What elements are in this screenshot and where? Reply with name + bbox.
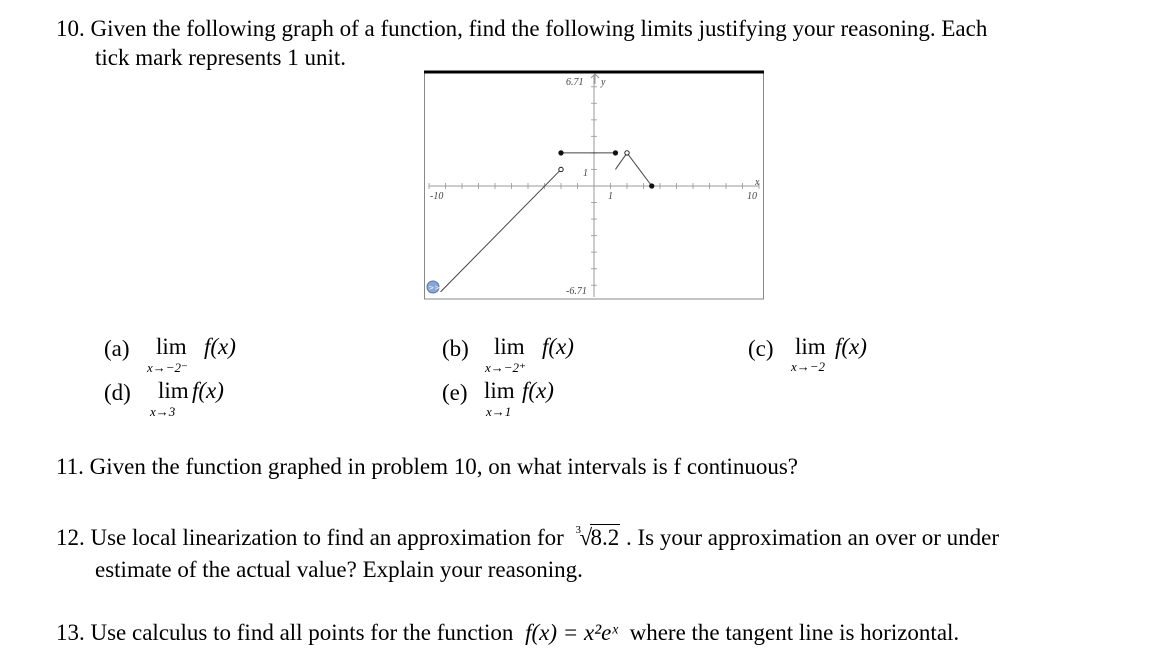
open-point — [625, 151, 629, 155]
q13-line — [56, 618, 959, 647]
ymin-label: -6.71 — [566, 286, 587, 297]
closed-point — [650, 184, 654, 188]
part-b-subscript: x→−2⁺ — [485, 360, 526, 375]
q12-post: . Is your approximation an over or under — [626, 525, 1000, 550]
expand-icon-text: >> — [428, 284, 441, 292]
root-index: 3 — [575, 524, 582, 536]
graph-canvas — [424, 70, 764, 300]
part-e-label: (e) — [442, 380, 468, 405]
part-c-subscript: x→−2 — [791, 359, 826, 374]
ymax-label: 6.71 — [566, 77, 584, 88]
q12-line2: estimate of the actual value? Explain your reasoning. — [95, 557, 583, 582]
part-d-subscript: x→3 — [150, 404, 176, 419]
closed-point — [559, 151, 563, 155]
closed-point — [613, 151, 617, 155]
y-tick-one-label: 1 — [583, 168, 588, 179]
cube-root — [576, 523, 621, 552]
x-axis-label: x — [755, 177, 760, 188]
open-point — [559, 167, 563, 171]
part-b-lim: lim — [494, 334, 525, 359]
part-e-lim: lim — [484, 378, 515, 403]
part-c-lim: lim — [795, 334, 826, 359]
part-d-function: f(x) — [192, 378, 224, 403]
part-c-label: (c) — [748, 336, 774, 361]
part-a-lim: lim — [156, 334, 187, 359]
q13-post: where the tangent line is horizontal. — [629, 620, 960, 645]
radicand: 8.2 — [590, 525, 620, 550]
xmax-label: 10 — [747, 191, 757, 202]
part-d-lim: lim — [158, 378, 189, 403]
q10-line2: tick mark represents 1 unit. — [95, 45, 347, 70]
part-a-label: (a) — [104, 336, 130, 361]
part-e-subscript: x→1 — [486, 404, 512, 419]
part-b-function: f(x) — [542, 334, 574, 359]
part-c-function: f(x) — [835, 334, 867, 359]
x-tick-one-label: 1 — [608, 191, 613, 202]
y-axis-label: y — [601, 77, 606, 88]
part-d-label: (d) — [104, 380, 131, 405]
function-graph — [424, 70, 764, 300]
q12-line1 — [56, 523, 999, 552]
q12-pre: 12. Use local linearization to find an approximation for — [56, 525, 564, 550]
q13-function: f(x) = x²eˣ — [525, 620, 618, 645]
part-b-label: (b) — [442, 336, 469, 361]
q11-text: 11. Given the function graphed in problem 10, on what intervals is f continuous? — [56, 454, 799, 479]
xmin-label: -10 — [430, 191, 444, 202]
part-a-function: f(x) — [204, 334, 236, 359]
radical-sign: √ — [579, 525, 593, 550]
q10-line1: 10. Given the following graph of a function, find the following limits justifying your reasoning. Each — [56, 16, 988, 41]
q13-pre: 13. Use calculus to find all points for the function — [56, 620, 514, 645]
part-e-function: f(x) — [522, 378, 554, 403]
part-a-subscript: x→−2⁻ — [147, 360, 188, 375]
